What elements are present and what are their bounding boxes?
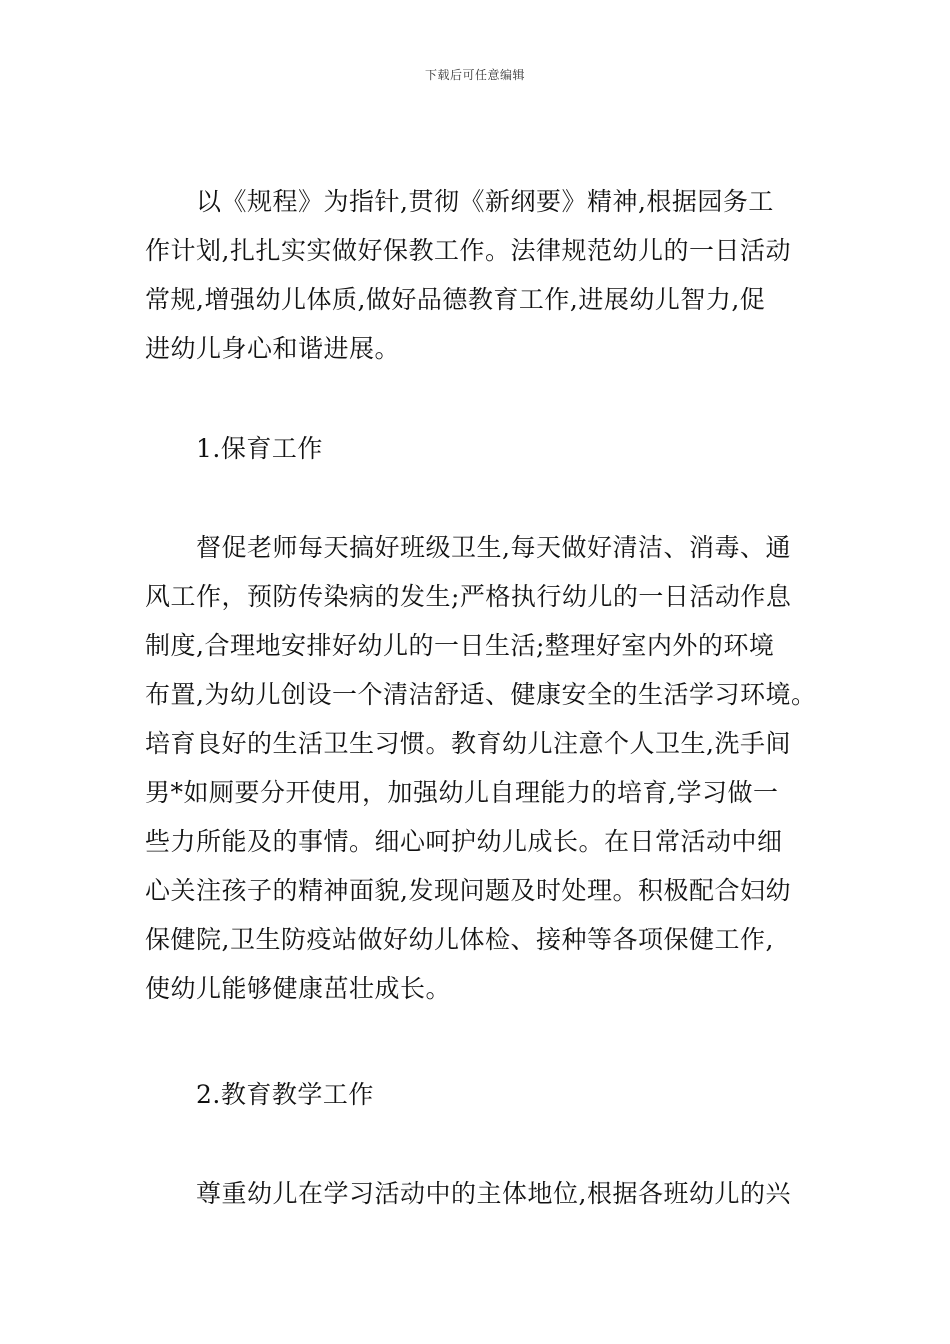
paragraph-line: 男*如厕要分开使用，加强幼儿自理能力的培育,学习做一 <box>145 778 779 807</box>
section-heading-2: 2.教育教学工作 <box>196 1080 374 1109</box>
paragraph-line: 使幼儿能够健康茁壮成长。 <box>145 974 452 1003</box>
paragraph-line: 作计划,扎扎实实做好保教工作。法律规范幼儿的一日活动 <box>145 236 791 265</box>
paragraph-line: 保健院,卫生防疫站做好幼儿体检、接种等各项保健工作, <box>145 925 774 954</box>
paragraph-line: 培育良好的生活卫生习惯。教育幼儿注意个人卫生,洗手间 <box>145 729 791 758</box>
paragraph-line: 风工作，预防传染病的发生;严格执行幼儿的一日活动作息 <box>145 582 792 611</box>
paragraph-line: 尊重幼儿在学习活动中的主体地位,根据各班幼儿的兴 <box>196 1179 791 1208</box>
paragraph-line: 心关注孩子的精神面貌,发现问题及时处理。积极配合妇幼 <box>145 876 791 905</box>
section-heading-1: 1.保育工作 <box>196 434 323 463</box>
paragraph-line: 些力所能及的事情。细心呵护幼儿成长。在日常活动中细 <box>145 827 783 856</box>
paragraph-line: 督促老师每天搞好班级卫生,每天做好清洁、消毒、通 <box>196 533 791 562</box>
header-note: 下载后可任意编辑 <box>424 68 525 82</box>
paragraph-line: 进幼儿身心和谐进展。 <box>145 334 401 363</box>
paragraph-line: 常规,增强幼儿体质,做好品德教育工作,进展幼儿智力,促 <box>145 285 766 314</box>
paragraph-line: 以《规程》为指针,贯彻《新纲要》精神,根据园务工 <box>196 187 774 216</box>
paragraph-line: 布置,为幼儿创设一个清洁舒适、健康安全的生活学习环境。 <box>145 680 817 709</box>
paragraph-line: 制度,合理地安排好幼儿的一日生活;整理好室内外的环境 <box>145 631 775 660</box>
